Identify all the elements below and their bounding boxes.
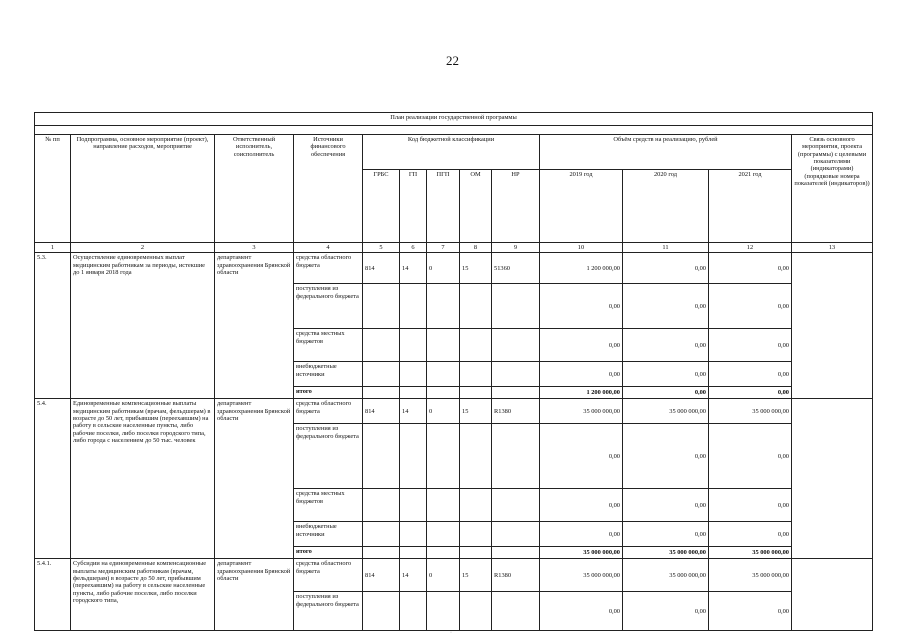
row-source: внебюджетные источники xyxy=(294,522,363,547)
table-row xyxy=(35,399,873,424)
row-source: поступления из федерального бюджета xyxy=(294,284,363,329)
row-source: средства местных бюджетов xyxy=(294,489,363,522)
row-code-om xyxy=(460,489,492,522)
row-value-2021: 0,00 xyxy=(709,522,792,547)
row-value-2020: 0,00 xyxy=(623,522,709,547)
row-code-pgp xyxy=(427,424,460,489)
row-code-grbs xyxy=(363,329,400,362)
row-value-2019: 35 000 000,00 xyxy=(540,399,623,424)
row-value-2019: 0,00 xyxy=(540,329,623,362)
row-source: поступления из федерального бюджета xyxy=(294,424,363,489)
row-code-nr: R1380 xyxy=(492,399,540,424)
col-number: 11 xyxy=(623,243,709,253)
header-pgp: ПГП xyxy=(427,170,460,243)
row-value-2020: 0,00 xyxy=(623,329,709,362)
row-code-gp: 14 xyxy=(400,253,427,284)
row-value-2020: 0,00 xyxy=(623,284,709,329)
col-number: 13 xyxy=(792,243,873,253)
row-value-2020: 0,00 xyxy=(623,424,709,489)
row-source: итого xyxy=(294,387,363,399)
header-link: Связь основного мероприятия, проекта (программы) с целевыми показателями (индикаторами) (порядковые номера показателей (индикаторов)) xyxy=(792,135,873,243)
row-value-2020: 35 000 000,00 xyxy=(623,399,709,424)
row-code-pgp: 0 xyxy=(427,399,460,424)
row-code-grbs xyxy=(363,362,400,387)
row-code-om xyxy=(460,547,492,559)
header-row-1 xyxy=(35,135,873,170)
row-title: Единовременные компенсационные выплаты медицинским работникам (врачам, фельдшерам) в возрасте до 50 лет, прибывшим (переехавшим) на работу в сельские населенные пункты, либо рабочие поселки, либо поселки городского типа, либо города с населением до 50 тыс. человек xyxy=(71,399,215,559)
col-number: 9 xyxy=(492,243,540,253)
row-code-om: 15 xyxy=(460,399,492,424)
row-value-2019: 1 200 000,00 xyxy=(540,387,623,399)
header-budget-code: Код бюджетной классификации xyxy=(363,135,540,170)
implementation-plan-table xyxy=(34,112,873,631)
row-number: 5.4. xyxy=(35,399,71,559)
row-code-gp xyxy=(400,362,427,387)
header-grbs: ГРБС xyxy=(363,170,400,243)
row-value-2019: 0,00 xyxy=(540,592,623,631)
row-link xyxy=(792,559,873,631)
row-value-2021: 35 000 000,00 xyxy=(709,399,792,424)
header-volume: Объём средств на реализацию, рублей xyxy=(540,135,792,170)
row-code-gp xyxy=(400,522,427,547)
row-number: 5.3. xyxy=(35,253,71,399)
row-value-2019: 0,00 xyxy=(540,424,623,489)
row-code-nr xyxy=(492,489,540,522)
row-code-grbs xyxy=(363,284,400,329)
col-number: 6 xyxy=(400,243,427,253)
row-code-pgp xyxy=(427,592,460,631)
row-value-2021: 0,00 xyxy=(709,362,792,387)
row-code-gp xyxy=(400,592,427,631)
table-title-row xyxy=(35,113,873,126)
row-value-2019: 0,00 xyxy=(540,284,623,329)
row-code-nr: 51360 xyxy=(492,253,540,284)
col-number: 1 xyxy=(35,243,71,253)
row-code-pgp: 0 xyxy=(427,559,460,592)
row-code-grbs xyxy=(363,489,400,522)
row-code-nr xyxy=(492,284,540,329)
row-source: средства областного бюджета xyxy=(294,399,363,424)
col-number: 5 xyxy=(363,243,400,253)
row-code-pgp xyxy=(427,329,460,362)
col-number: 2 xyxy=(71,243,215,253)
row-value-2021: 0,00 xyxy=(709,253,792,284)
table-title: План реализации государственной программы xyxy=(35,113,873,126)
row-code-om xyxy=(460,592,492,631)
row-link xyxy=(792,253,873,399)
row-source: средства областного бюджета xyxy=(294,253,363,284)
row-code-grbs xyxy=(363,424,400,489)
row-value-2021: 0,00 xyxy=(709,489,792,522)
row-code-grbs: 814 xyxy=(363,399,400,424)
row-value-2019: 0,00 xyxy=(540,489,623,522)
row-value-2019: 0,00 xyxy=(540,522,623,547)
header-2019: 2019 год xyxy=(540,170,623,243)
row-value-2021: 35 000 000,00 xyxy=(709,547,792,559)
col-number: 7 xyxy=(427,243,460,253)
row-title: Субсидии на единовременные компенсационные выплаты медицинским работникам (врачам, фельдшерам) в возрасте до 50 лет, прибывшим (переехавшим) на работу в сельские населенные пункты, либо рабочие поселки, либо поселки городского типа, xyxy=(71,559,215,631)
scan-artifact: · xyxy=(450,630,452,636)
column-numbers-row xyxy=(35,243,873,253)
row-value-2021: 0,00 xyxy=(709,592,792,631)
row-code-gp xyxy=(400,284,427,329)
row-code-gp xyxy=(400,489,427,522)
row-code-grbs xyxy=(363,547,400,559)
row-source: внебюджетные источники xyxy=(294,362,363,387)
header-responsible: Ответственный исполнитель, соисполнитель xyxy=(215,135,294,243)
row-value-2020: 0,00 xyxy=(623,592,709,631)
row-value-2019: 0,00 xyxy=(540,362,623,387)
row-code-gp: 14 xyxy=(400,559,427,592)
row-code-nr xyxy=(492,387,540,399)
row-code-gp: 14 xyxy=(400,399,427,424)
row-code-nr xyxy=(492,362,540,387)
row-code-grbs xyxy=(363,522,400,547)
row-responsible: департамент здравоохранения Брянской области xyxy=(215,253,294,399)
row-number: 5.4.1. xyxy=(35,559,71,631)
row-code-pgp xyxy=(427,284,460,329)
row-source: поступления из федерального бюджета xyxy=(294,592,363,631)
row-value-2021: 0,00 xyxy=(709,284,792,329)
row-value-2021: 0,00 xyxy=(709,329,792,362)
header-subprogram: Подпрограмма, основное мероприятие (проект), направление расходов, мероприятие xyxy=(71,135,215,243)
row-code-gp xyxy=(400,329,427,362)
row-code-om xyxy=(460,522,492,547)
row-code-pgp xyxy=(427,522,460,547)
row-code-pgp xyxy=(427,547,460,559)
header-sources: Источники финансового обеспечения xyxy=(294,135,363,243)
row-code-om xyxy=(460,284,492,329)
row-source: средства областного бюджета xyxy=(294,559,363,592)
row-code-gp xyxy=(400,547,427,559)
row-code-om xyxy=(460,424,492,489)
row-value-2021: 35 000 000,00 xyxy=(709,559,792,592)
row-code-nr xyxy=(492,424,540,489)
row-value-2020: 0,00 xyxy=(623,253,709,284)
col-number: 3 xyxy=(215,243,294,253)
row-value-2020: 35 000 000,00 xyxy=(623,547,709,559)
table-row xyxy=(35,253,873,284)
row-code-nr xyxy=(492,329,540,362)
row-code-grbs xyxy=(363,592,400,631)
col-number: 12 xyxy=(709,243,792,253)
row-value-2020: 0,00 xyxy=(623,387,709,399)
row-value-2020: 0,00 xyxy=(623,362,709,387)
row-code-grbs: 814 xyxy=(363,559,400,592)
row-code-gp xyxy=(400,424,427,489)
row-code-gp xyxy=(400,387,427,399)
row-code-pgp: 0 xyxy=(427,253,460,284)
header-nr: НР xyxy=(492,170,540,243)
row-code-grbs xyxy=(363,387,400,399)
row-responsible: департамент здравоохранения Брянской области xyxy=(215,559,294,631)
row-source: средства местных бюджетов xyxy=(294,329,363,362)
row-responsible: департамент здравоохранения Брянской области xyxy=(215,399,294,559)
row-code-om xyxy=(460,362,492,387)
col-number: 8 xyxy=(460,243,492,253)
row-code-om: 15 xyxy=(460,559,492,592)
row-code-pgp xyxy=(427,489,460,522)
page-number: 22 xyxy=(446,53,459,68)
row-value-2021: 0,00 xyxy=(709,387,792,399)
row-value-2019: 35 000 000,00 xyxy=(540,547,623,559)
row-value-2020: 0,00 xyxy=(623,489,709,522)
row-value-2021: 0,00 xyxy=(709,424,792,489)
row-title: Осуществление единовременных выплат медицинским работникам за периоды, истекшие до 1 января 2018 года xyxy=(71,253,215,399)
row-code-nr xyxy=(492,522,540,547)
row-code-nr xyxy=(492,592,540,631)
row-link xyxy=(792,399,873,559)
table-row xyxy=(35,559,873,592)
col-number: 10 xyxy=(540,243,623,253)
row-code-pgp xyxy=(427,362,460,387)
row-source: итого xyxy=(294,547,363,559)
header-gp: ГП xyxy=(400,170,427,243)
row-code-grbs: 814 xyxy=(363,253,400,284)
header-2021: 2021 год xyxy=(709,170,792,243)
row-code-om: 15 xyxy=(460,253,492,284)
row-value-2019: 1 200 000,00 xyxy=(540,253,623,284)
row-code-om xyxy=(460,329,492,362)
row-value-2019: 35 000 000,00 xyxy=(540,559,623,592)
col-number: 4 xyxy=(294,243,363,253)
row-code-nr xyxy=(492,547,540,559)
row-code-om xyxy=(460,387,492,399)
header-2020: 2020 год xyxy=(623,170,709,243)
header-om: ОМ xyxy=(460,170,492,243)
row-value-2020: 35 000 000,00 xyxy=(623,559,709,592)
row-code-pgp xyxy=(427,387,460,399)
row-code-nr: R1380 xyxy=(492,559,540,592)
header-num: № пп xyxy=(35,135,71,243)
